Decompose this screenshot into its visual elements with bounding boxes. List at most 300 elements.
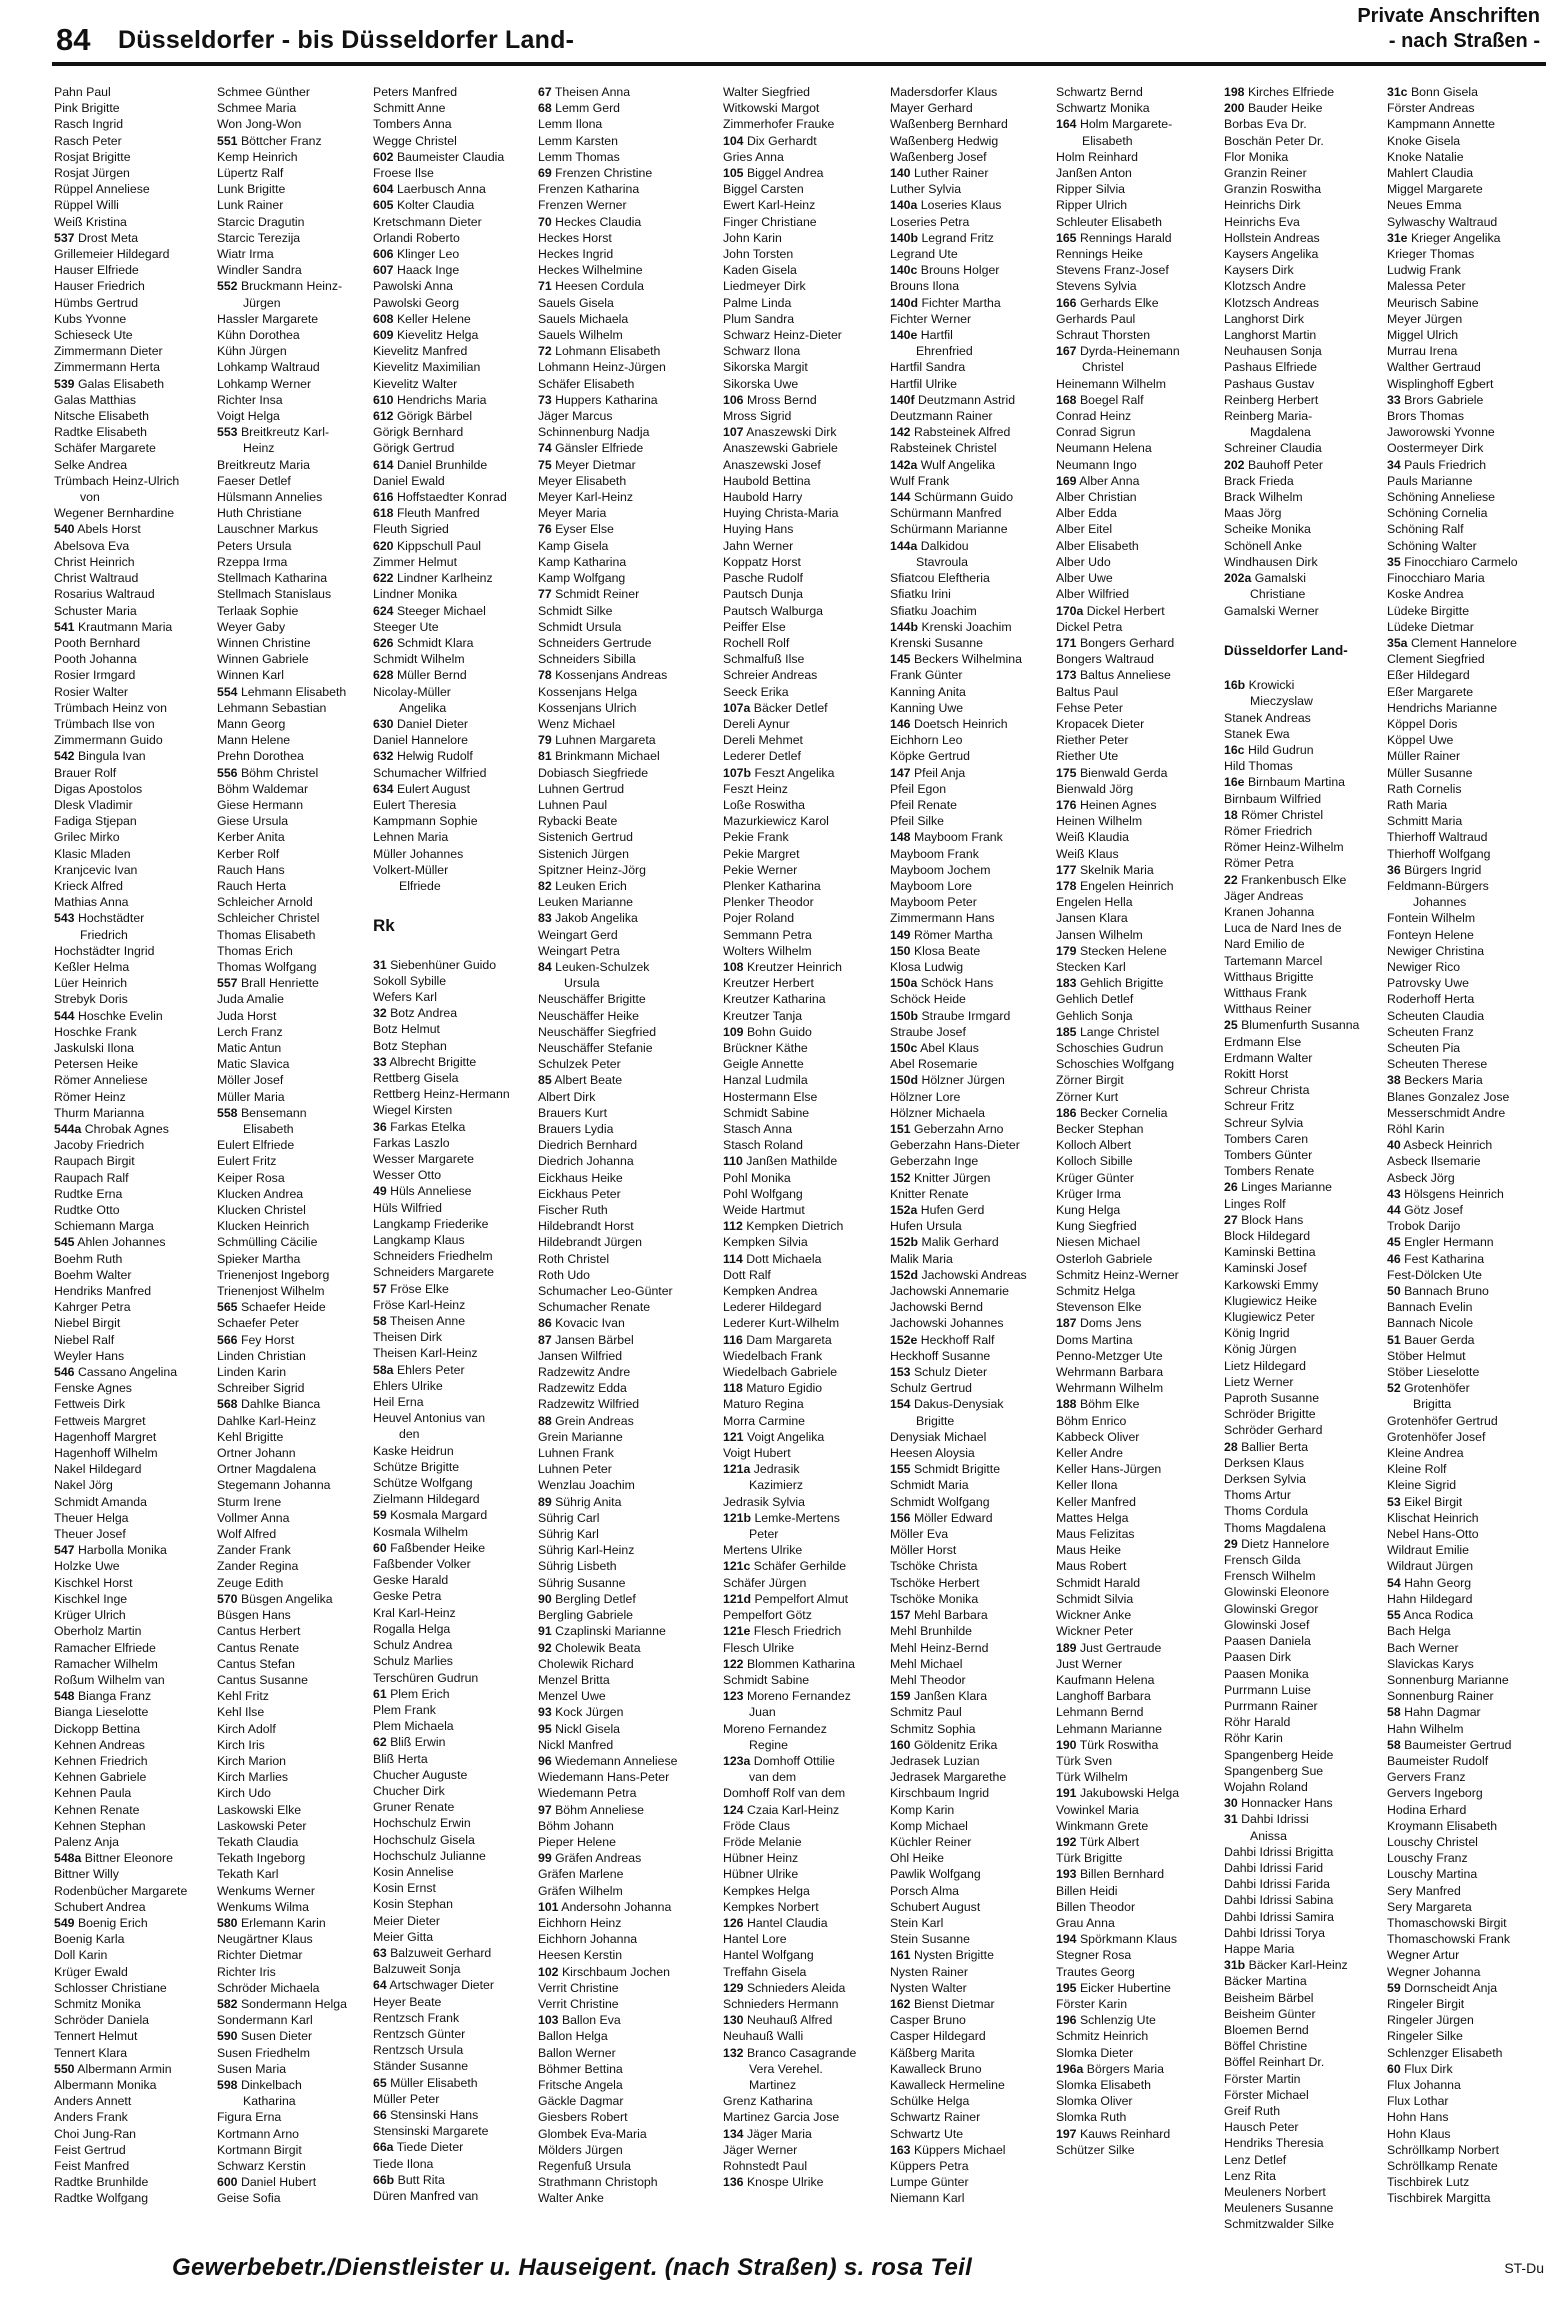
resident-entry: Kirch Adolf xyxy=(217,1721,276,1736)
resident-entry: Ringeler Birgit xyxy=(1387,1996,1465,2011)
resident-entry: Müller Peter xyxy=(373,2091,440,2106)
resident-entry: 194 Spörkmann Klaus xyxy=(1056,1932,1178,1947)
resident-entry: Plem Michaela xyxy=(373,1719,454,1734)
resident-entry: Kischkel Inge xyxy=(54,1591,128,1606)
resident-entry: 177 Skelnik Maria xyxy=(1056,862,1154,877)
resident-entry: Grotenhöfer Josef xyxy=(1387,1429,1486,1444)
resident-entry: Kubs Yvonne xyxy=(54,311,127,326)
resident-entry: Hagenhoff Wilhelm xyxy=(54,1446,158,1461)
house-number: 193 xyxy=(1056,1867,1077,1882)
resident-entry: Rasch Peter xyxy=(54,133,122,148)
resident-entry: Wiatr Irma xyxy=(217,247,274,262)
entry-continuation: Elfriede xyxy=(399,878,441,893)
resident-entry: 193 Billen Bernhard xyxy=(1056,1867,1165,1882)
resident-entry: Pieper Helene xyxy=(538,1834,616,1849)
resident-entry: Hahn Hildegard xyxy=(1387,1591,1473,1606)
house-number: 53 xyxy=(1387,1494,1401,1509)
resident-entry: Verrit Christine xyxy=(538,1996,619,2011)
house-number: 549 xyxy=(54,1915,75,1930)
resident-entry: Sührig Susanne xyxy=(538,1575,626,1590)
resident-entry: Trümbach Heinz von xyxy=(54,700,167,715)
resident-entry: Hülsmann Annelies xyxy=(217,490,323,505)
resident-entry: Kahrger Petra xyxy=(54,1300,131,1315)
resident-entry: Hild Thomas xyxy=(1224,759,1293,774)
resident-entry: Asbeck Ilsemarie xyxy=(1387,1154,1481,1169)
house-number: 123a xyxy=(723,1753,751,1768)
resident-entry: Meuleners Norbert xyxy=(1224,2185,1326,2199)
resident-entry: Wegener Bernhardine xyxy=(54,506,175,521)
resident-entry: Förster Karin xyxy=(1056,1996,1128,2011)
resident-entry: 565 Schaefer Heide xyxy=(217,1300,326,1315)
resident-entry: Paasen Monika xyxy=(1224,1666,1309,1681)
resident-entry: 202a Gamalski xyxy=(1224,571,1307,586)
house-number: 632 xyxy=(373,749,394,764)
resident-entry: 77 Schmidt Reiner xyxy=(538,587,640,602)
resident-entry: Hollstein Andreas xyxy=(1224,230,1320,245)
house-number: 152d xyxy=(890,1267,919,1282)
entry-continuation: Regine xyxy=(749,1737,788,1752)
resident-entry: Janßen Anton xyxy=(1056,166,1132,181)
resident-entry: Römer Petra xyxy=(1224,856,1294,871)
resident-entry: Schröllkamp Norbert xyxy=(1387,2142,1500,2157)
resident-entry: Kehl Ilse xyxy=(217,1705,265,1720)
resident-entry: Frenzen Werner xyxy=(538,198,627,213)
house-number: 66 xyxy=(373,2107,387,2122)
resident-entry: Orlandi Roberto xyxy=(373,230,460,245)
resident-entry: 108 Kreutzer Heinrich xyxy=(723,959,842,974)
resident-entry: Ringeler Jürgen xyxy=(1387,2013,1474,2028)
resident-entry: 109 Bohn Guido xyxy=(723,1024,812,1039)
house-number: 140b xyxy=(890,230,919,245)
resident-entry: Schwartz Bernd xyxy=(1056,85,1143,99)
resident-entry: 18 Römer Christel xyxy=(1224,807,1324,822)
resident-entry: Neugärtner Klaus xyxy=(217,1932,313,1947)
house-number: 58 xyxy=(1387,1705,1401,1720)
resident-entry: Tschöke Christa xyxy=(890,1559,978,1574)
resident-entry: Weiß Kristina xyxy=(54,214,127,229)
resident-entry: Rybacki Beate xyxy=(538,814,618,829)
entry-continuation: den xyxy=(399,1427,420,1442)
house-number: 58 xyxy=(1387,1737,1401,1752)
house-number: 144a xyxy=(890,538,918,553)
resident-entry: 176 Heinen Agnes xyxy=(1056,797,1157,812)
resident-entry: Derksen Klaus xyxy=(1224,1455,1304,1470)
resident-entry: Schmee Maria xyxy=(217,101,297,116)
house-number: 140d xyxy=(890,295,919,310)
resident-entry: Krieck Alfred xyxy=(54,878,124,893)
house-number: 152e xyxy=(890,1332,918,1347)
resident-entry: 145 Beckers Wilhelmina xyxy=(890,652,1022,667)
resident-entry: Schmitz Monika xyxy=(54,1996,141,2011)
house-number: 107a xyxy=(723,700,751,715)
resident-entry: Langhorst Dirk xyxy=(1224,311,1304,326)
resident-entry: Straube Josef xyxy=(890,1024,966,1039)
resident-entry: Peiffer Else xyxy=(723,619,786,634)
resident-entry: Grillemeier Hildegard xyxy=(54,247,170,262)
resident-entry: Geigle Annette xyxy=(723,1057,804,1072)
resident-entry: 121b Lemke-Mertens xyxy=(723,1510,840,1525)
resident-entry: Just Werner xyxy=(1056,1656,1123,1671)
house-number: 157 xyxy=(890,1608,911,1623)
entry-continuation: Heinz xyxy=(243,441,275,456)
resident-entry: Keiper Rosa xyxy=(217,1170,285,1185)
resident-entry: Pohl Monika xyxy=(723,1170,791,1185)
resident-entry: Cantus Renate xyxy=(217,1640,300,1655)
house-number: 197 xyxy=(1056,2126,1077,2141)
resident-entry: 106 Mross Bernd xyxy=(723,392,817,407)
resident-entry: 152b Malik Gerhard xyxy=(890,1235,999,1250)
house-number: 558 xyxy=(217,1105,238,1120)
resident-entry: Böhm Enrico xyxy=(1056,1413,1127,1428)
resident-entry: Tartemann Marcel xyxy=(1224,953,1323,968)
resident-entry: 58a Ehlers Peter xyxy=(373,1362,465,1377)
house-number: 124 xyxy=(723,1802,744,1817)
resident-entry: Newiger Rico xyxy=(1387,959,1461,974)
resident-entry: Petersen Heike xyxy=(54,1057,139,1072)
resident-entry: Gervers Franz xyxy=(1387,1770,1466,1785)
resident-entry: 44 Götz Josef xyxy=(1387,1203,1463,1218)
resident-entry: Alber Uwe xyxy=(1056,571,1113,586)
resident-entry: Jäger Marcus xyxy=(538,409,613,424)
house-number: 160 xyxy=(890,1737,911,1752)
resident-entry: Peters Manfred xyxy=(373,85,458,99)
resident-entry: Lerch Franz xyxy=(217,1024,283,1039)
resident-entry: Sauels Gisela xyxy=(538,295,614,310)
house-number: 140 xyxy=(890,166,911,181)
resident-entry: Penno-Metzger Ute xyxy=(1056,1348,1163,1363)
resident-entry: 195 Eicker Hubertine xyxy=(1056,1980,1171,1995)
house-number: 110 xyxy=(723,1154,743,1169)
resident-entry: Finocchiaro Maria xyxy=(1387,571,1485,586)
resident-entry: Weide Hartmut xyxy=(723,1203,805,1218)
resident-entry: 610 Hendrichs Maria xyxy=(373,392,487,407)
resident-entry: Schützer Silke xyxy=(1056,2142,1135,2157)
house-number: 148 xyxy=(890,830,911,845)
resident-entry: Kempken Andrea xyxy=(723,1284,818,1299)
resident-entry: Cantus Susanne xyxy=(217,1672,308,1687)
resident-entry: 168 Boegel Ralf xyxy=(1056,392,1144,407)
resident-entry: Radtke Elisabeth xyxy=(54,425,147,440)
spacer xyxy=(373,940,539,956)
house-number: 566 xyxy=(217,1332,238,1347)
resident-entry: 58 Hahn Dagmar xyxy=(1387,1705,1481,1720)
resident-entry: 58 Baumeister Gertrud xyxy=(1387,1737,1512,1752)
house-number: 568 xyxy=(217,1397,238,1412)
resident-entry: 33 Albrecht Brigitte xyxy=(373,1054,477,1069)
resident-entry: 92 Cholewik Beata xyxy=(538,1640,641,1655)
resident-entry: 607 Haack Inge xyxy=(373,263,460,278)
entry-continuation: von xyxy=(80,490,100,505)
house-number: 91 xyxy=(538,1624,552,1639)
resident-entry: Paasen Dirk xyxy=(1224,1650,1291,1665)
resident-entry: Fichter Werner xyxy=(890,311,972,326)
resident-entry: Hildebrandt Jürgen xyxy=(538,1235,642,1250)
house-number: 130 xyxy=(723,2013,744,2028)
resident-entry: Sistenich Gertrud xyxy=(538,830,634,845)
resident-entry: Block Hildegard xyxy=(1224,1229,1311,1244)
resident-entry: 32 Botz Andrea xyxy=(373,1006,458,1021)
resident-entry: Mahlert Claudia xyxy=(1387,166,1474,181)
resident-entry: Dereli Aynur xyxy=(723,716,790,731)
resident-entry: Pauls Marianne xyxy=(1387,473,1473,488)
resident-entry: Müller Maria xyxy=(217,1089,285,1104)
entry-continuation: Stavroula xyxy=(916,554,968,569)
resident-entry: Langhorst Martin xyxy=(1224,328,1317,343)
resident-entry: 29 Dietz Hannelore xyxy=(1224,1536,1330,1551)
resident-entry: Gehlich Sonja xyxy=(1056,1008,1133,1023)
resident-entry: Theisen Karl-Heinz xyxy=(373,1346,478,1361)
resident-entry: Frank Günter xyxy=(890,668,963,683)
resident-entry: 548a Bittner Eleonore xyxy=(54,1851,173,1866)
resident-entry: Lehmann Sebastian xyxy=(217,700,327,715)
resident-entry: Schmitz Heinrich xyxy=(1056,2029,1149,2044)
resident-entry: Schreiber Sigrid xyxy=(217,1381,305,1396)
resident-entry: Porsch Alma xyxy=(890,1883,960,1898)
resident-entry: 91 Czaplinski Marianne xyxy=(538,1624,666,1639)
resident-entry: 34 Pauls Friedrich xyxy=(1387,457,1487,472)
resident-entry: Volkert-Müller xyxy=(373,862,449,877)
resident-entry: Giese Ursula xyxy=(217,814,289,829)
house-number: 542 xyxy=(54,749,75,764)
resident-entry: Wiedelbach Frank xyxy=(723,1348,823,1363)
resident-entry: Rudtke Otto xyxy=(54,1203,120,1218)
resident-entry: 31 Dahbi Idrissi xyxy=(1224,1812,1309,1827)
resident-entry: Pasche Rudolf xyxy=(723,571,803,586)
resident-entry: Wenkums Wilma xyxy=(217,1899,310,1914)
resident-entry: 58 Theisen Anne xyxy=(373,1314,466,1329)
resident-entry: 190 Türk Roswitha xyxy=(1056,1737,1159,1752)
resident-entry: Pempelfort Götz xyxy=(723,1608,812,1623)
resident-entry: Pautsch Dunja xyxy=(723,587,803,602)
house-number: 66a xyxy=(373,2140,394,2155)
resident-entry: 152a Hufen Gerd xyxy=(890,1203,985,1218)
resident-entry: Ewert Karl-Heinz xyxy=(723,198,816,213)
resident-entry: Mattes Helga xyxy=(1056,1510,1129,1525)
resident-entry: Hendriks Manfred xyxy=(54,1284,152,1299)
resident-entry: Paasen Daniela xyxy=(1224,1634,1311,1649)
resident-entry: Erdmann Else xyxy=(1224,1034,1302,1049)
resident-entry: 200 Bauder Heike xyxy=(1224,101,1323,116)
resident-entry: Schoschies Gudrun xyxy=(1056,1040,1164,1055)
resident-entry: Hartfil Sandra xyxy=(890,360,966,375)
resident-entry: 148 Mayboom Frank xyxy=(890,830,1003,845)
resident-entry: Rosjat Jürgen xyxy=(54,166,130,181)
resident-entry: Messerschmidt Andre xyxy=(1387,1105,1506,1120)
house-number: 71 xyxy=(538,279,552,294)
resident-entry: Wenzlau Joachim xyxy=(538,1478,635,1493)
street-heading: Düsseldorfer Land- xyxy=(1224,642,1348,658)
resident-entry: Kirch Udo xyxy=(217,1786,271,1801)
resident-entry: Vollmer Anna xyxy=(217,1510,290,1525)
resident-entry: Becker Stephan xyxy=(1056,1122,1144,1136)
house-number: 25 xyxy=(1224,1018,1238,1033)
resident-entry: Wegner Johanna xyxy=(1387,1964,1481,1979)
resident-entry: Kreutzer Herbert xyxy=(723,976,814,991)
resident-entry: Komp Michael xyxy=(890,1818,968,1833)
resident-entry: 622 Lindner Karlheinz xyxy=(373,571,493,586)
resident-entry: Fontein Wilhelm xyxy=(1387,911,1476,926)
resident-entry: 159 Janßen Klara xyxy=(890,1689,988,1704)
resident-entry: Tekath Claudia xyxy=(217,1834,299,1849)
resident-entry: Schmidt Ursula xyxy=(538,619,622,634)
resident-entry: Gäckle Dagmar xyxy=(538,2094,624,2109)
resident-entry: Meyer Maria xyxy=(538,506,607,521)
resident-entry: Stecken Karl xyxy=(1056,959,1126,974)
house-number: 200 xyxy=(1224,101,1245,116)
resident-entry: Eßer Hildegard xyxy=(1387,668,1470,683)
resident-entry: Thierhoff Waltraud xyxy=(1387,830,1488,845)
resident-entry: 59 Dornscheidt Anja xyxy=(1387,1980,1498,1995)
resident-entry: 88 Grein Andreas xyxy=(538,1413,634,1428)
resident-entry: Stein Karl xyxy=(890,1915,944,1930)
resident-entry: Lehmann Bernd xyxy=(1056,1705,1144,1720)
resident-entry: Scheuten Therese xyxy=(1387,1057,1488,1072)
resident-entry: 129 Schnieders Aleida xyxy=(723,1980,846,1995)
resident-entry: Schmalfuß Ilse xyxy=(723,652,805,667)
house-number: 165 xyxy=(1056,230,1077,245)
resident-entry: Anders Annett xyxy=(54,2094,132,2109)
house-number: 580 xyxy=(217,1915,238,1930)
section-label-line1: Private Anschriften xyxy=(1357,5,1540,27)
resident-entry: Schmitz Helga xyxy=(1056,1284,1136,1299)
house-number: 31c xyxy=(1387,85,1408,99)
house-number: 109 xyxy=(723,1024,744,1039)
resident-entry: Schlosser Christiane xyxy=(54,1980,167,1995)
resident-entry: Koppatz Horst xyxy=(723,554,801,569)
resident-entry: Fonteyn Helene xyxy=(1387,927,1474,942)
resident-entry: Choi Jung-Ran xyxy=(54,2126,137,2141)
resident-entry: Tschöke Monika xyxy=(890,1591,979,1606)
resident-entry: Daniel Ewald xyxy=(373,473,445,488)
resident-entry: Lietz Hildegard xyxy=(1224,1358,1307,1373)
resident-entry: Rogalla Helga xyxy=(373,1621,451,1636)
resident-entry: 558 Bensemann xyxy=(217,1105,307,1120)
resident-entry: Gamalski Werner xyxy=(1224,603,1319,618)
resident-entry: Neuschäffer Heike xyxy=(538,1008,639,1023)
directory-columns xyxy=(54,84,1544,2232)
house-number: 134 xyxy=(723,2126,744,2141)
resident-entry: Waßenberg Bernhard xyxy=(890,117,1008,132)
resident-entry: Nard Emilio de xyxy=(1224,937,1305,952)
resident-entry: Heckes Horst xyxy=(538,230,612,245)
resident-entry: 95 Nickl Gisela xyxy=(538,1721,621,1736)
resident-entry: Fröde Melanie xyxy=(723,1834,802,1849)
resident-entry: Lüpertz Ralf xyxy=(217,166,284,181)
house-number: 183 xyxy=(1056,976,1077,991)
resident-entry: 38 Beckers Maria xyxy=(1387,1073,1483,1088)
house-number: 35a xyxy=(1387,635,1408,650)
resident-entry: Ludwig Frank xyxy=(1387,263,1461,278)
house-number: 82 xyxy=(538,878,552,893)
resident-entry: Weiß Klaudia xyxy=(1056,830,1129,845)
resident-entry: Zielmann Hildegard xyxy=(373,1492,480,1507)
resident-entry: Sfiatku Irini xyxy=(890,587,951,602)
resident-entry: 35 Finocchiaro Carmelo xyxy=(1387,554,1518,569)
resident-entry: Boehm Ruth xyxy=(54,1251,123,1266)
resident-entry: Flor Monika xyxy=(1224,149,1289,164)
resident-entry: Kleine Andrea xyxy=(1387,1446,1464,1461)
resident-entry: 140b Legrand Fritz xyxy=(890,230,994,245)
resident-entry: Förster Martin xyxy=(1224,2071,1301,2086)
resident-entry: 59 Kosmala Margard xyxy=(373,1508,488,1523)
resident-entry: Alber Wilfried xyxy=(1056,587,1130,602)
resident-entry: Kamp Katharina xyxy=(538,554,627,569)
resident-entry: Nicolay-Müller xyxy=(373,684,451,699)
street-heading: Rk xyxy=(373,916,395,936)
resident-entry: Schoschies Wolfgang xyxy=(1056,1057,1175,1072)
resident-entry: Düren Manfred van xyxy=(373,2189,479,2203)
resident-entry: Bongers Waltraud xyxy=(1056,652,1154,667)
resident-entry: Maas Jörg xyxy=(1224,506,1282,521)
house-number: 16b xyxy=(1224,678,1246,693)
resident-entry: Möller Eva xyxy=(890,1527,949,1542)
resident-entry: Brouns Ilona xyxy=(890,279,960,294)
resident-entry: Zimmermann Herta xyxy=(54,360,160,375)
resident-entry: Görigk Bernhard xyxy=(373,425,464,440)
resident-entry: Oostermeyer Dirk xyxy=(1387,441,1484,456)
resident-entry: Neuschäffer Brigitte xyxy=(538,992,646,1007)
resident-entry: Wiedelbach Gabriele xyxy=(723,1365,838,1380)
house-number: 189 xyxy=(1056,1640,1077,1655)
resident-entry: Nysten Rainer xyxy=(890,1964,968,1979)
resident-entry: Schleicher Christel xyxy=(217,911,320,926)
resident-entry: König Jürgen xyxy=(1224,1342,1297,1357)
resident-entry: Glombek Eva-Maria xyxy=(538,2126,647,2141)
house-number: 103 xyxy=(538,2013,559,2028)
resident-entry: Hantel Lore xyxy=(723,1932,787,1947)
resident-entry: Wiegel Kirsten xyxy=(373,1103,453,1118)
resident-entry: Stasch Anna xyxy=(723,1122,793,1136)
house-number: 190 xyxy=(1056,1737,1077,1752)
resident-entry: Schulz Gertrud xyxy=(890,1381,973,1396)
resident-entry: Kung Siegfried xyxy=(1056,1219,1137,1234)
resident-entry: Jacoby Friedrich xyxy=(54,1138,145,1153)
resident-entry: Bliß Herta xyxy=(373,1751,428,1766)
house-number: 152a xyxy=(890,1203,918,1218)
house-number: 557 xyxy=(217,976,238,991)
resident-entry: Krüger Günter xyxy=(1056,1170,1134,1185)
resident-entry: Glowinski Eleonore xyxy=(1224,1585,1330,1600)
resident-entry: Heinemann Wilhelm xyxy=(1056,376,1167,391)
resident-entry: Laskowski Elke xyxy=(217,1802,302,1817)
resident-entry: Luhnen Peter xyxy=(538,1462,612,1477)
resident-entry: 600 Daniel Hubert xyxy=(217,2175,317,2190)
house-number: 102 xyxy=(538,1964,559,1979)
resident-entry: Schmitz Heinz-Werner xyxy=(1056,1267,1179,1282)
resident-entry: Tiede Ilona xyxy=(373,2156,434,2171)
resident-entry: Krüger Ewald xyxy=(54,1964,128,1979)
resident-entry: Schreur Fritz xyxy=(1224,1099,1295,1114)
resident-entry: Kirch Marlies xyxy=(217,1770,289,1785)
resident-entry: Schinnenburg Nadja xyxy=(538,425,650,440)
resident-entry: Sauels Michaela xyxy=(538,311,629,326)
resident-entry: Möller Josef xyxy=(217,1073,284,1088)
house-number: 38 xyxy=(1387,1073,1401,1088)
resident-entry: 28 Ballier Berta xyxy=(1224,1439,1309,1454)
resident-entry: Walter Siegfried xyxy=(723,85,811,99)
section-label-line2: - nach Straßen - xyxy=(1388,30,1540,52)
resident-entry: Waßenberg Hedwig xyxy=(890,133,999,148)
resident-entry: Thomas Elisabeth xyxy=(217,927,316,942)
resident-entry: Lunk Rainer xyxy=(217,198,284,213)
house-number: 63 xyxy=(373,1945,387,1960)
resident-entry: Klischat Heinrich xyxy=(1387,1510,1479,1525)
resident-entry: Vowinkel Maria xyxy=(1056,1802,1139,1817)
house-number: 606 xyxy=(373,247,394,262)
house-number: 582 xyxy=(217,1996,238,2011)
resident-entry: Boehm Walter xyxy=(54,1267,132,1282)
resident-entry: Sery Margareta xyxy=(1387,1899,1472,1914)
